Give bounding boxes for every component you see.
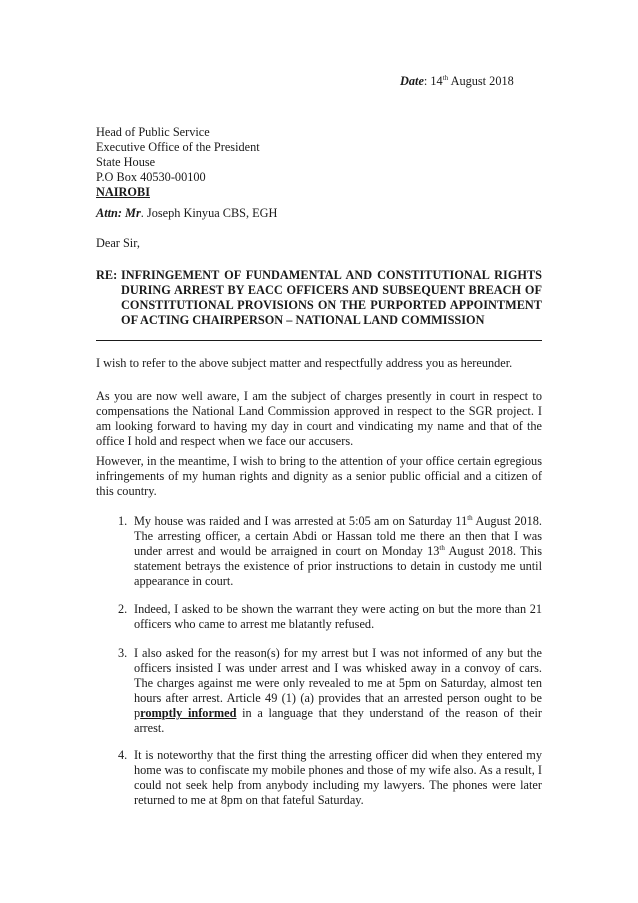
- address-city: NAIROBI: [96, 185, 150, 199]
- list-item-number: 4.: [118, 748, 128, 762]
- address-line: P.O Box 40530-00100: [96, 170, 206, 184]
- address-line: Head of Public Service: [96, 125, 210, 139]
- emphasis-underlined: romptly informed: [140, 706, 237, 720]
- recipient-address: [96, 125, 542, 200]
- list-item-number: 3.: [118, 646, 128, 660]
- attention-line: Attn: Mr. Joseph Kinyua CBS, EGH: [96, 206, 278, 220]
- salutation: Dear Sir,: [96, 236, 140, 250]
- list-item-number: 2.: [118, 602, 128, 616]
- list-item-number: 1.: [118, 514, 128, 528]
- address-line: State House: [96, 155, 156, 169]
- list-item-text: Indeed, I asked to be shown the warrant they were acting on but the more than 21 officers who came to arrest me blatantly refused.: [134, 602, 542, 631]
- list-item-text: My house was raided and I was arrested at 5:05 am on Saturday 11th August 2018. The arresting officer, a certain Abdi or Hassan told me there an then that I was under arrest and would be arraigned in court on Monday 13th August 2018. This statement betrays the existence of prior instructions to detain in custody me until appearance in court.: [134, 514, 542, 588]
- date-day: 14: [430, 74, 443, 88]
- subject-underline: [96, 340, 542, 341]
- date-label: Date: [400, 74, 424, 88]
- letter-date: Date: 14th August 2018: [400, 74, 514, 88]
- attn-name: Joseph Kinyua CBS, EGH: [146, 206, 278, 220]
- subject-label: RE:: [96, 268, 118, 282]
- date-month-year: August 2018: [450, 74, 514, 88]
- attn-label: Attn: Mr: [96, 206, 141, 220]
- paragraph: I wish to refer to the above subject matter and respectfully address you as hereunder.: [96, 356, 513, 370]
- address-line: Executive Office of the President: [96, 140, 260, 154]
- list-item-text: It is noteworthy that the first thing the arresting officer did when they entered my home was to confiscate my mobile phones and those of my wife also. As a result, I could not seek help from anybody including my lawyers. The phones were later returned to me at 8pm on that fateful Saturday.: [134, 748, 542, 807]
- list-item-text: I also asked for the reason(s) for my arrest but I was not informed of any but the officers insisted I was under arrest and I was whisked away in a convoy of cars. The charges against me were only revealed to me at 5pm on Saturday, almost ten hours after arrest. Article 49 (1) (a) provides that an arrested person ought to be promptly informed in a language that they understand of the reason of their arrest.: [134, 646, 542, 735]
- paragraph: However, in the meantime, I wish to bring to the attention of your office certain egregious infringements of my human rights and dignity as a senior public official and a citizen of this country.: [96, 454, 542, 498]
- subject-text: INFRINGEMENT OF FUNDAMENTAL AND CONSTITUTIONAL RIGHTS DURING ARREST BY EACC OFFICERS AND SUBSEQUENT BREACH OF CONSTITUTIONAL PROVISIONS ON THE PURPORTED APPOINTMENT OF ACTING CHAIRPERSON – NATIONAL LAND COMMISSION: [121, 268, 542, 327]
- paragraph: As you are now well aware, I am the subject of charges presently in court in respect to compensations the National Land Commission approved in respect to the SGR project. I am looking forward to having my day in court and vindicating my name and that of the office I hold and respect when we face our accusers.: [96, 389, 542, 448]
